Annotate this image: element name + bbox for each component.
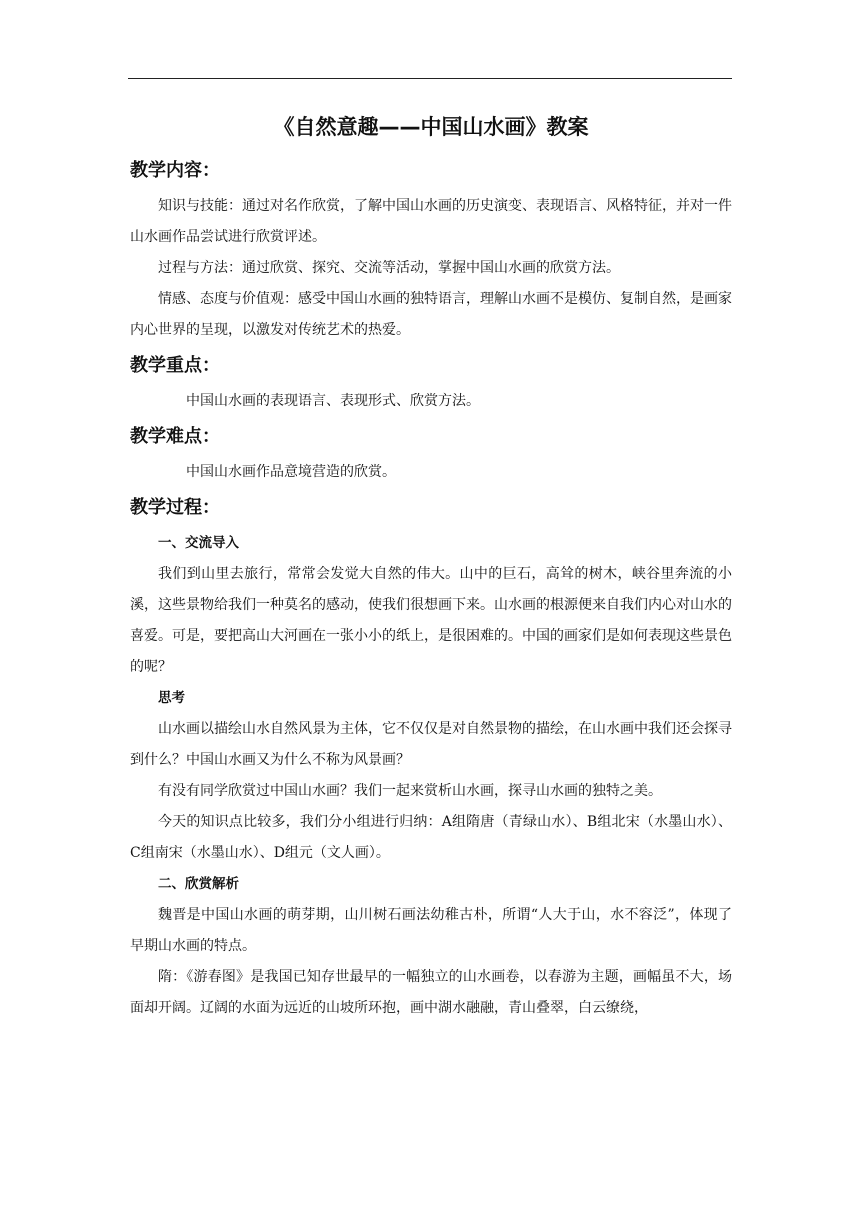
subheading-introduction: 一、交流导入 bbox=[158, 535, 239, 551]
section-heading-content: 教学内容： bbox=[130, 160, 220, 181]
paragraph-group-assignment: 今天的知识点比较多，我们分小组进行归纳：A组隋唐（青绿山水）、B组北宋（水墨山水）、C组南宋（水墨山水）、D组元（文人画）。 bbox=[130, 814, 732, 861]
section-heading-difficulties: 教学难点： bbox=[130, 426, 220, 447]
paragraph-wei-jin: 魏晋是中国山水画的萌芽期，山川树石画法幼稚古朴，所谓“人大于山，水不容泛”，体现了早期山水画的特点。 bbox=[130, 907, 732, 954]
paragraph-key-points: 中国山水画的表现语言、表现形式、欣赏方法。 bbox=[186, 393, 480, 409]
paragraph-knowledge-skills: 知识与技能：通过对名作欣赏，了解中国山水画的历史演变、表现语言、风格特征，并对一件山水画作品尝试进行欣赏评述。 bbox=[130, 198, 732, 245]
document-title: 《自然意趣——中国山水画》教案 bbox=[273, 115, 589, 139]
document-body bbox=[130, 110, 732, 1024]
paragraph-emotion-values: 情感、态度与价值观：感受中国山水画的独特语言，理解山水画不是模仿、复制自然，是画家内心世界的呈现，以激发对传统艺术的热爱。 bbox=[130, 291, 732, 338]
paragraph-thinking: 山水画以描绘山水自然风景为主体，它不仅仅是对自然景物的描绘，在山水画中我们还会探寻到什么？中国山水画又为什么不称为风景画？ bbox=[130, 721, 732, 768]
header-rule bbox=[128, 78, 732, 79]
paragraph-sui-spring-outing: 隋：《游春图》是我国已知存世最早的一幅独立的山水画卷，以春游为主题，画幅虽不大，场面却开阔。辽阔的水面为远近的山坡所环抱，画中湖水融融，青山叠翠，白云缭绕， bbox=[130, 969, 732, 1016]
section-heading-key-points: 教学重点： bbox=[130, 355, 220, 376]
paragraph-appreciation-question: 有没有同学欣赏过中国山水画？我们一起来赏析山水画，探寻山水画的独特之美。 bbox=[158, 783, 662, 799]
section-heading-process: 教学过程： bbox=[130, 497, 220, 518]
subheading-thinking: 思考 bbox=[158, 690, 185, 706]
paragraph-difficulties: 中国山水画作品意境营造的欣赏。 bbox=[186, 464, 396, 480]
paragraph-introduction: 我们到山里去旅行，常常会发觉大自然的伟大。山中的巨石，高耸的树木，峡谷里奔流的小溪，这些景物给我们一种莫名的感动，使我们很想画下来。山水画的根源便来自我们内心对山水的喜爱。可是，要把高山大河画在一张小小的纸上，是很困难的。中国的画家们是如何表现这些景色的呢？ bbox=[130, 566, 732, 675]
subheading-analysis: 二、欣赏解析 bbox=[158, 876, 239, 892]
paragraph-process-method: 过程与方法：通过欣赏、探究、交流等活动，掌握中国山水画的欣赏方法。 bbox=[158, 260, 620, 276]
